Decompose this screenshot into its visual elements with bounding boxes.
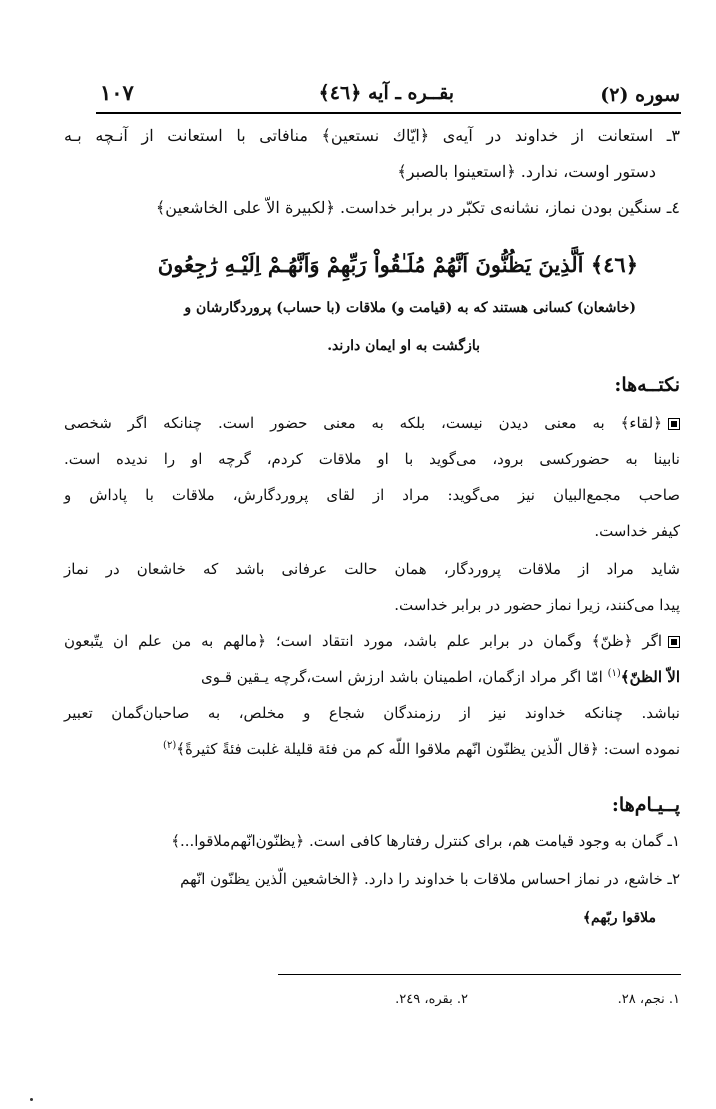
note-1-line-1: ﴿لقاء﴾ به معنی دیدن نیست، بلکه به معنی حضور است. چنانکه اگر شخصی — [64, 414, 680, 432]
footnote-2: ۲. بقره، ۲٤۹. — [395, 992, 468, 1007]
scan-speck — [30, 1098, 33, 1101]
note-3-line-3: نباشد. چنانکه خداوند نیز از رزمندگان شجاع و مخلص، به صاحبان‌گمان تعبیر — [64, 704, 680, 722]
message-2-line-2: ملاقوا ربّهم﴾ — [582, 910, 656, 926]
verse-translation-line-2: بازگشت به او ایمان دارند. — [327, 338, 480, 354]
note-2-line-1: شاید مراد از ملاقات پروردگار، همان حالت عرفانی باشد که خاشعان در نماز — [64, 560, 680, 578]
point-4: ٤ـ سنگین بودن نماز، نشانه‌ی تکبّر در برابر خداست. ﴿لکبیرة الاّ علی الخاشعین﴾ — [155, 198, 680, 217]
note-3-line-4: نموده است: ﴿قال الّذین یظنّون انّهم ملاقوا اللّه کم من فئة قلیلة غلبت فئةً کثیرةً﴾$^{(۲)}$ — [163, 740, 680, 758]
note-3-line-1: اگر ﴿ظنّ﴾ وگمان در برابر علم باشد، مورد انتقاد است؛ ﴿مالهم به من علم ان یتّبعون — [64, 632, 680, 650]
point-3-line-1: ۳ـ استعانت از خداوند در آیه‌ی ﴿ایّاك نستعین﴾ منافاتی با استعانت از آنـچه بـه — [64, 126, 680, 145]
note-1-line-4: کیفر خداست. — [594, 522, 680, 540]
footnote-ref-2: (۲) — [163, 740, 177, 751]
note-1-line-2: نابینا به حضورکسی برود، می‌گوید با او ملاقات کردم، گرچه او را ندیده است. — [64, 450, 680, 468]
square-bullet-icon — [668, 636, 680, 648]
footnote-ref-1: (۱) — [607, 668, 621, 679]
ayah-label: بقــره ـ آیه ﴿٤٦﴾ — [318, 82, 454, 104]
footnote-divider — [278, 974, 681, 975]
message-2-line-1: ۲ـ خاشع، در نماز احساس ملاقات با خداوند را دارد. ﴿الخاشعین الّذین یظنّون انّهم — [180, 870, 680, 888]
note-1-line-3: صاحب مجمع‌البیان نیز می‌گوید: مراد از لقای پروردگارش، ملاقات با پاداش و — [64, 486, 680, 504]
note-2-line-2: پیدا می‌کنند، زیرا نماز حضور در برابر خداست. — [394, 596, 680, 614]
page-number: ۱۰۷ — [100, 80, 134, 105]
message-1: ۱ـ گمان به وجود قیامت هم، برای کنترل رفتارها کافی است. ﴿یظنّون‌انّهم‌ملاقوا...﴾ — [171, 832, 680, 850]
footnote-1: ۱. نجم، ۲۸. — [617, 992, 680, 1007]
verse-arabic: ﴿٤٦﴾ اَلَّذِینَ یَظُنُّونَ اَنَّهُمْ مُلَـٰقُواْ رَبِّهِمْ وَاَنَّهُـمْ اِلَیْـهِ رَٰجِعُونَ — [157, 252, 638, 277]
point-3-line-2: دستور اوست، ندارد. ﴿استعینوا بالصبر﴾ — [397, 162, 656, 181]
messages-heading: پــیـام‌ها: — [611, 794, 680, 816]
notes-heading: نکتــه‌ها: — [614, 374, 680, 396]
header-divider — [96, 112, 681, 114]
note-3-line-2: الاّ الظنّ﴾$^{(۱)}$ امّا اگر مراد ازگمان، اطمینان باشد ارزش است،گرچه یـقین قـوی — [200, 668, 680, 686]
square-bullet-icon — [668, 418, 680, 430]
verse-translation-line-1: (خاشعان) کسانی هستند که به (قیامت و) ملاقات (با حساب) پروردگارشان و — [184, 300, 636, 316]
surah-label: سوره (۲) — [600, 84, 680, 106]
